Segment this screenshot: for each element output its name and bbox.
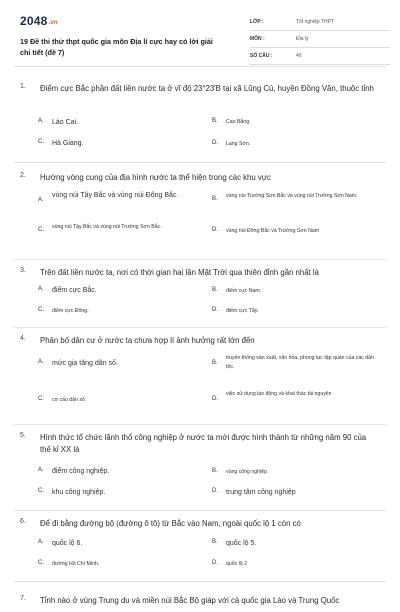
question-number: 6.	[20, 518, 26, 525]
option-letter: A.	[38, 539, 44, 545]
meta-row-class	[250, 14, 390, 31]
option-text: điểm cực Bắc.	[52, 287, 97, 294]
question-text: Để đi bằng đường bộ (đường ô tô) từ Bắc vào Nam, ngoài quốc lộ 1 còn có	[40, 519, 301, 528]
meta-row-question-count	[250, 48, 390, 65]
meta-label: SỐ CÂU :	[250, 53, 273, 59]
option-text: Lào Cai.	[52, 119, 79, 126]
site-logo[interactable]	[20, 14, 58, 28]
meta-label: MÔN :	[250, 36, 265, 42]
question-4	[14, 328, 386, 425]
question-number: 1.	[20, 83, 26, 90]
question-1	[14, 70, 386, 163]
question-6	[14, 511, 386, 582]
option-letter: A.	[38, 359, 44, 365]
option-text: Lạng Sơn.	[226, 141, 251, 147]
option-text: Hà Giang.	[52, 140, 84, 147]
option-text: vùng núi Tây Bắc và vùng núi Trường Sơn Bắc.	[52, 224, 162, 230]
option-letter: B.	[212, 287, 218, 293]
option-letter: C.	[38, 396, 44, 402]
meta-value: Tốt nghiệp THPT	[296, 19, 334, 25]
option-text: quốc lộ 6.	[52, 540, 83, 547]
logo-suffix-text: .vn	[48, 20, 58, 26]
option-letter: D.	[212, 560, 218, 566]
question-3	[14, 260, 386, 328]
meta-value: Địa lý	[296, 36, 309, 42]
option-text: vùng công nghiệp.	[226, 469, 269, 475]
question-number: 4.	[20, 335, 26, 342]
option-letter: D.	[212, 396, 218, 402]
option-letter: B.	[212, 360, 218, 366]
option-text: điểm cực Đông.	[52, 308, 89, 314]
option-letter: D.	[212, 227, 218, 233]
option-text: điểm cực Nam.	[226, 288, 262, 294]
header-divider	[14, 66, 386, 67]
option-letter: C.	[38, 227, 44, 233]
option-letter: A.	[38, 286, 44, 292]
option-text: Cao Bằng.	[226, 119, 251, 125]
option-letter: B.	[212, 468, 218, 474]
question-text: Điểm cực Bắc phần đất liền nước ta ở vĩ độ 23°23'B tại xã Lũng Cú, huyện Đồng Văn, thuộc tỉnh	[40, 84, 374, 93]
meta-label: LỚP :	[250, 19, 264, 25]
meta-value: 40	[296, 53, 302, 59]
exam-meta-table	[250, 14, 390, 65]
option-text: vùng núi Trường Sơn Bắc và vùng núi Trường Sơn Nam.	[226, 193, 358, 199]
option-letter: C.	[38, 139, 44, 145]
option-text: mức gia tăng dân số.	[52, 360, 118, 367]
document-title: 19 Đề thi thử thpt quốc gia môn Địa lí cực hay có lời giải chi tiết (đề 7)	[20, 37, 213, 57]
option-text: quốc lộ 2	[226, 561, 248, 567]
question-number: 5.	[20, 432, 26, 439]
option-letter: C.	[38, 307, 44, 313]
option-text: quốc lộ 5.	[226, 540, 257, 547]
question-text: Phân bố dân cư ở nước ta chưa hợp lí ảnh hưởng rất lớn đến	[40, 336, 255, 345]
question-text: Trên đất liền nước ta, nơi có thời gian hai lần Mặt Trời qua thiên đỉnh gần nhất là	[40, 268, 319, 277]
option-text: điểm cực Tây.	[226, 308, 259, 314]
option-text: vùng núi Tây Bắc và vùng núi Đông Bắc.	[52, 192, 179, 199]
option-text: truyền thống sản xuất, văn hóa, phong tục tập quán của các dân tộc.	[226, 355, 374, 370]
option-text: vùng núi Đông Bắc và Trường Sơn Nam	[226, 228, 320, 234]
option-text: cơ cấu dân số.	[52, 397, 87, 403]
option-text: đường Hồ Chí Minh.	[52, 561, 100, 567]
question-text: Tỉnh nào ở vùng Trung du và miền núi Bắc Bộ giáp với cả quốc gia Lào và Trung Quốc	[40, 596, 340, 605]
question-2	[14, 163, 386, 260]
question-text: Hướng vòng cung của địa hình nước ta thể hiện trong các khu vực	[40, 173, 271, 182]
option-letter: B.	[212, 196, 218, 202]
option-text: khu công nghiệp.	[52, 489, 106, 496]
question-5	[14, 425, 386, 511]
question-number: 3.	[20, 267, 26, 274]
question-list	[14, 70, 386, 612]
option-letter: A.	[38, 118, 44, 124]
option-letter: D.	[212, 307, 218, 313]
meta-row-subject	[250, 31, 390, 48]
option-letter: B.	[212, 118, 218, 124]
option-letter: C.	[38, 560, 44, 566]
option-letter: D.	[212, 488, 218, 494]
question-number: 2.	[20, 172, 26, 179]
question-7	[14, 582, 386, 612]
page-header	[14, 8, 386, 59]
option-text: trung tâm công nghiệp	[226, 489, 296, 496]
option-letter: B.	[212, 539, 218, 545]
question-number: 7.	[20, 595, 26, 602]
option-text: điểm công nghiệp.	[52, 468, 110, 475]
option-text: việc sử dụng lao động và khai thác tài nguyên	[226, 391, 332, 397]
option-letter: A.	[38, 197, 44, 203]
option-letter: A.	[38, 467, 44, 473]
option-letter: D.	[212, 140, 218, 146]
question-text: Hình thức tổ chức lãnh thổ công nghiệp ở nước ta mới được hình thành từ những năm 90 của thế kỉ XX là	[40, 433, 367, 454]
option-letter: C.	[38, 488, 44, 494]
logo-main-text: 2048	[20, 14, 48, 28]
